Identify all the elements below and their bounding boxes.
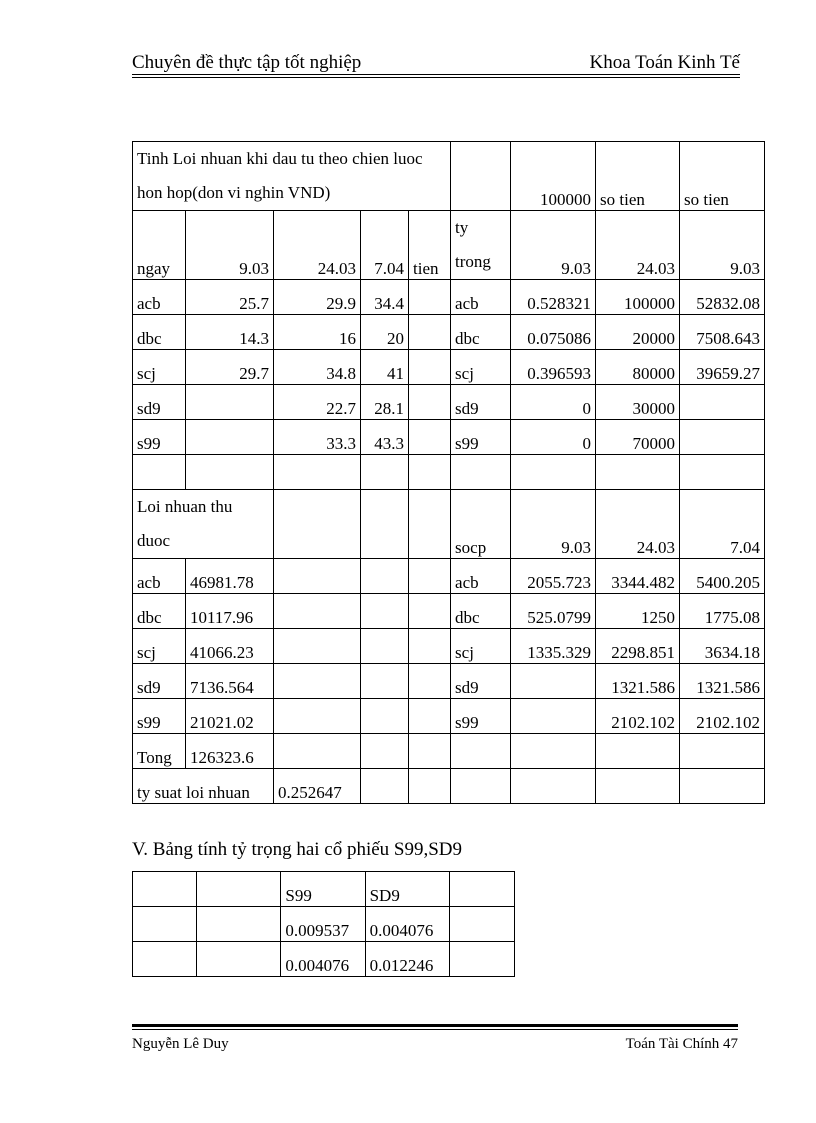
empty-cell xyxy=(409,490,451,559)
stock-code: scj xyxy=(133,629,186,664)
shares-cell xyxy=(511,664,596,699)
date-header: 24.03 xyxy=(596,211,680,280)
rate-value: 0.252647 xyxy=(274,769,361,804)
weight-cell: 0.004076 xyxy=(365,907,449,942)
table-row xyxy=(133,907,515,942)
price-cell: 16 xyxy=(274,315,361,350)
shares-cell: 5400.205 xyxy=(680,559,765,594)
price-cell: 34.4 xyxy=(361,280,409,315)
profit-cell: 21021.02 xyxy=(186,699,274,734)
price-cell xyxy=(186,385,274,420)
header-rule-top xyxy=(132,74,740,75)
total-row xyxy=(133,734,765,769)
empty-cell xyxy=(409,350,451,385)
date-header: 9.03 xyxy=(511,490,596,559)
amount-cell: 7508.643 xyxy=(680,315,765,350)
stock-code: scj xyxy=(451,629,511,664)
empty-row xyxy=(133,455,765,490)
stock-code: scj xyxy=(133,350,186,385)
weight-header: SD9 xyxy=(365,872,449,907)
date-header: 9.03 xyxy=(680,211,765,280)
table-row xyxy=(133,594,765,629)
header-rule-bottom xyxy=(132,77,740,78)
date-header: 7.04 xyxy=(361,211,409,280)
amount-header: so tien xyxy=(680,142,765,211)
stock-code: dbc xyxy=(133,594,186,629)
shares-cell: 2102.102 xyxy=(680,699,765,734)
empty-cell xyxy=(409,385,451,420)
date-label: ngay xyxy=(133,211,186,280)
table-title: Tinh Loi nhuan khi dau tu theo chien luoc hon hop(don vi nghin VND) xyxy=(133,142,451,211)
amount-cell xyxy=(680,420,765,455)
rate-label: ty suat loi nhuan xyxy=(133,769,274,804)
empty-cell xyxy=(409,315,451,350)
capital-value: 100000 xyxy=(511,142,596,211)
total-label: Tong xyxy=(133,734,186,769)
price-cell: 33.3 xyxy=(274,420,361,455)
weight-cell: 0.012246 xyxy=(365,942,449,977)
shares-cell: 1321.586 xyxy=(680,664,765,699)
shares-cell: 1775.08 xyxy=(680,594,765,629)
date-header: 24.03 xyxy=(596,490,680,559)
profit-label: Loi nhuan thu duoc xyxy=(133,490,274,559)
price-cell: 29.9 xyxy=(274,280,361,315)
amount-cell: 100000 xyxy=(596,280,680,315)
table-row xyxy=(133,559,765,594)
profit-table xyxy=(132,141,765,804)
shares-cell: 1321.586 xyxy=(596,664,680,699)
empty-cell xyxy=(409,280,451,315)
price-cell: 28.1 xyxy=(361,385,409,420)
shares-cell: 3344.482 xyxy=(596,559,680,594)
shares-cell: 1250 xyxy=(596,594,680,629)
amount-cell: 52832.08 xyxy=(680,280,765,315)
table-row xyxy=(133,942,515,977)
table-row xyxy=(133,350,765,385)
table-row xyxy=(133,699,765,734)
weight-cell: 0.528321 xyxy=(511,280,596,315)
table-row xyxy=(133,385,765,420)
rate-row xyxy=(133,769,765,804)
date-header: 7.04 xyxy=(680,490,765,559)
header-doc-title: Chuyên đề thực tập tốt nghiệp xyxy=(132,52,362,73)
stock-code: s99 xyxy=(133,699,186,734)
stock-code: acb xyxy=(133,280,186,315)
stock-code: acb xyxy=(133,559,186,594)
shares-cell xyxy=(511,699,596,734)
shares-label: socp xyxy=(451,490,511,559)
profit-cell: 46981.78 xyxy=(186,559,274,594)
weight-cell: 0.009537 xyxy=(281,907,365,942)
price-cell xyxy=(186,420,274,455)
stock-code: sd9 xyxy=(133,664,186,699)
amount-cell: 70000 xyxy=(596,420,680,455)
stock-code: sd9 xyxy=(451,385,511,420)
stock-code: dbc xyxy=(133,315,186,350)
price-cell: 22.7 xyxy=(274,385,361,420)
stock-code: s99 xyxy=(451,420,511,455)
footer-author: Nguyễn Lê Duy xyxy=(132,1036,229,1052)
weight-cell: 0 xyxy=(511,385,596,420)
section-heading: V. Bảng tính tỷ trọng hai cổ phiếu S99,SD9 xyxy=(132,839,463,860)
empty-cell xyxy=(451,142,511,211)
footer-rule-bottom xyxy=(132,1029,738,1030)
weight-label: ty trong xyxy=(451,211,511,280)
table-row xyxy=(133,664,765,699)
shares-cell: 3634.18 xyxy=(680,629,765,664)
price-cell: 29.7 xyxy=(186,350,274,385)
weight-cell: 0.075086 xyxy=(511,315,596,350)
profit-cell: 7136.564 xyxy=(186,664,274,699)
stock-code: s99 xyxy=(133,420,186,455)
stock-code: scj xyxy=(451,350,511,385)
price-cell: 34.8 xyxy=(274,350,361,385)
page-header xyxy=(132,52,740,76)
stock-code: s99 xyxy=(451,699,511,734)
date-header: 9.03 xyxy=(511,211,596,280)
shares-cell: 1335.329 xyxy=(511,629,596,664)
price-cell: 20 xyxy=(361,315,409,350)
amount-cell: 30000 xyxy=(596,385,680,420)
date-header: 9.03 xyxy=(186,211,274,280)
total-value: 126323.6 xyxy=(186,734,274,769)
empty-cell xyxy=(274,490,361,559)
table-row xyxy=(133,420,765,455)
price-cell: 43.3 xyxy=(361,420,409,455)
amount-cell xyxy=(680,385,765,420)
stock-code: acb xyxy=(451,280,511,315)
empty-cell xyxy=(361,490,409,559)
stock-code: sd9 xyxy=(133,385,186,420)
price-cell: 41 xyxy=(361,350,409,385)
stock-code: dbc xyxy=(451,315,511,350)
header-faculty: Khoa Toán Kinh Tế xyxy=(589,52,740,73)
weight-table xyxy=(132,871,515,977)
table-row xyxy=(133,280,765,315)
amount-cell: 39659.27 xyxy=(680,350,765,385)
amount-cell: 20000 xyxy=(596,315,680,350)
profit-cell: 41066.23 xyxy=(186,629,274,664)
shares-cell: 2298.851 xyxy=(596,629,680,664)
price-cell: 25.7 xyxy=(186,280,274,315)
weight-header: S99 xyxy=(281,872,365,907)
shares-cell: 525.0799 xyxy=(511,594,596,629)
profit-cell: 10117.96 xyxy=(186,594,274,629)
shares-cell: 2055.723 xyxy=(511,559,596,594)
stock-code: dbc xyxy=(451,594,511,629)
amount-cell: 80000 xyxy=(596,350,680,385)
price-cell: 14.3 xyxy=(186,315,274,350)
table-row xyxy=(133,629,765,664)
weight-cell: 0.004076 xyxy=(281,942,365,977)
footer-rule-top xyxy=(132,1024,738,1027)
stock-code: sd9 xyxy=(451,664,511,699)
money-label: tien xyxy=(409,211,451,280)
weight-cell: 0.396593 xyxy=(511,350,596,385)
footer-page: Toán Tài Chính 47 xyxy=(625,1036,738,1052)
amount-header: so tien xyxy=(596,142,680,211)
empty-cell xyxy=(409,420,451,455)
weight-cell: 0 xyxy=(511,420,596,455)
date-header: 24.03 xyxy=(274,211,361,280)
table-row xyxy=(133,315,765,350)
shares-cell: 2102.102 xyxy=(596,699,680,734)
stock-code: acb xyxy=(451,559,511,594)
